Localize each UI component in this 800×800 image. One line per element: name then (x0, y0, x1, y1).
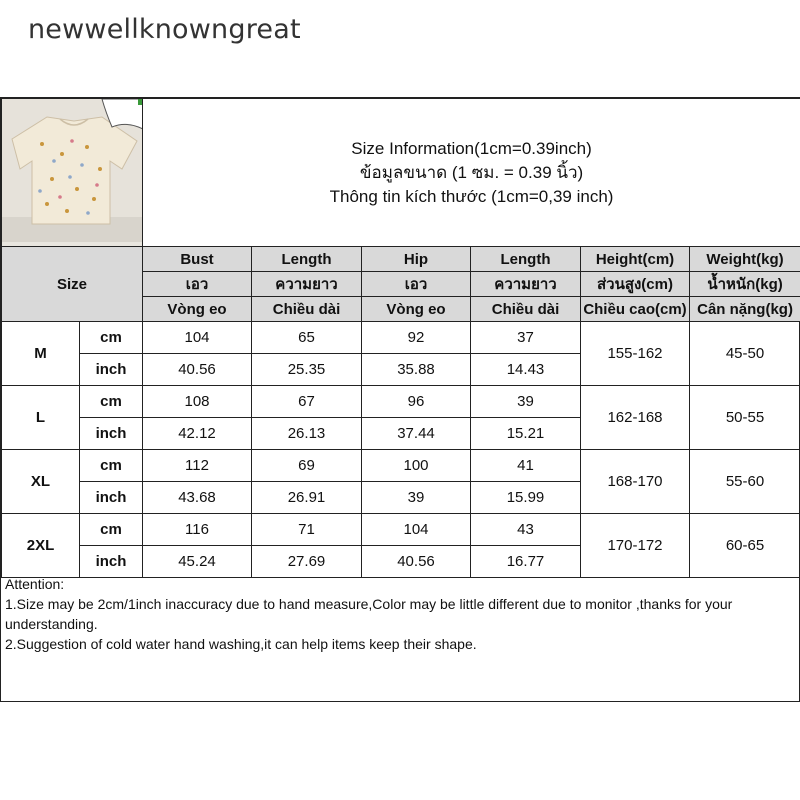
col-height-en: Height(cm) (581, 247, 690, 272)
col-bust-en: Bust (143, 247, 252, 272)
col-weight-th: น้ำหนัก(kg) (690, 272, 800, 297)
cell-value: 104 (143, 322, 252, 354)
cell-value: 35.88 (362, 354, 471, 386)
table-row (2, 322, 800, 354)
col-bust-th: เอว (143, 272, 252, 297)
unit-inch: inch (80, 418, 143, 450)
table-row (2, 514, 800, 546)
cell-value: 96 (362, 386, 471, 418)
unit-inch: inch (80, 354, 143, 386)
product-photo (2, 99, 143, 247)
cell-value: 71 (252, 514, 362, 546)
cell-value: 25.35 (252, 354, 362, 386)
col-weight-en: Weight(kg) (690, 247, 800, 272)
col-height-vi: Chiều cao(cm) (581, 297, 690, 322)
weight-range: 50-55 (690, 386, 800, 450)
col-hip-th: เอว (362, 272, 471, 297)
cell-value: 39 (362, 482, 471, 514)
col-length2-vi: Chiều dài (471, 297, 581, 322)
cell-value: 37.44 (362, 418, 471, 450)
cell-value: 15.21 (471, 418, 581, 450)
cell-value: 42.12 (143, 418, 252, 450)
header-row-en (2, 247, 800, 272)
cell-value: 40.56 (143, 354, 252, 386)
cell-value: 41 (471, 450, 581, 482)
size-table (1, 98, 800, 578)
cell-value: 45.24 (143, 546, 252, 578)
unit-cm: cm (80, 514, 143, 546)
height-range: 155-162 (581, 322, 690, 386)
cell-value: 43.68 (143, 482, 252, 514)
unit-cm: cm (80, 386, 143, 418)
unit-inch: inch (80, 546, 143, 578)
title-block (143, 99, 800, 247)
col-hip-vi: Vòng eo (362, 297, 471, 322)
title-english: Size Information(1cm=0.39inch) (351, 138, 592, 158)
cell-value: 15.99 (471, 482, 581, 514)
table-row (2, 386, 800, 418)
col-length-en: Length (252, 247, 362, 272)
size-label-l: L (2, 386, 80, 450)
col-length-th: ความยาว (252, 272, 362, 297)
col-hip-en: Hip (362, 247, 471, 272)
title-vietnamese: Thông tin kích thước (1cm=0,39 inch) (329, 186, 614, 206)
size-label-xl: XL (2, 450, 80, 514)
col-weight-vi: Cân nặng(kg) (690, 297, 800, 322)
cell-value: 112 (143, 450, 252, 482)
cell-value: 108 (143, 386, 252, 418)
weight-range: 55-60 (690, 450, 800, 514)
height-range: 162-168 (581, 386, 690, 450)
table-row (2, 450, 800, 482)
title-row (2, 99, 800, 247)
weight-range: 45-50 (690, 322, 800, 386)
cell-value: 27.69 (252, 546, 362, 578)
cell-value: 43 (471, 514, 581, 546)
cell-value: 100 (362, 450, 471, 482)
size-label-m: M (2, 322, 80, 386)
height-range: 170-172 (581, 514, 690, 578)
cell-value: 67 (252, 386, 362, 418)
height-range: 168-170 (581, 450, 690, 514)
cell-value: 104 (362, 514, 471, 546)
attention-line-2: 2.Suggestion of cold water hand washing,it can help items keep their shape. (5, 636, 477, 652)
cell-value: 14.43 (471, 354, 581, 386)
title-thai: ข้อมูลขนาด (1 ซม. = 0.39 นิ้ว) (359, 162, 584, 182)
col-length2-en: Length (471, 247, 581, 272)
size-column-header: Size (2, 247, 143, 322)
size-label-2xl: 2XL (2, 514, 80, 578)
col-length2-th: ความยาว (471, 272, 581, 297)
cell-value: 116 (143, 514, 252, 546)
attention-notes (5, 574, 795, 654)
cell-value: 26.13 (252, 418, 362, 450)
col-height-th: ส่วนสูง(cm) (581, 272, 690, 297)
unit-cm: cm (80, 322, 143, 354)
cell-value: 69 (252, 450, 362, 482)
cell-value: 26.91 (252, 482, 362, 514)
size-chart-sheet (0, 97, 800, 702)
product-photo-image (2, 99, 143, 242)
cell-value: 65 (252, 322, 362, 354)
cell-value: 40.56 (362, 546, 471, 578)
cell-value: 37 (471, 322, 581, 354)
cell-value: 92 (362, 322, 471, 354)
col-length-vi: Chiều dài (252, 297, 362, 322)
col-bust-vi: Vòng eo (143, 297, 252, 322)
attention-heading: Attention: (5, 576, 65, 592)
unit-cm: cm (80, 450, 143, 482)
cell-value: 16.77 (471, 546, 581, 578)
brand-logo-text: newwellknowngreat (28, 14, 301, 45)
cell-value: 39 (471, 386, 581, 418)
attention-line-1: 1.Size may be 2cm/1inch inaccuracy due to hand measure,Color may be little different due to monitor ,thanks for your understanding. (5, 596, 733, 632)
weight-range: 60-65 (690, 514, 800, 578)
unit-inch: inch (80, 482, 143, 514)
